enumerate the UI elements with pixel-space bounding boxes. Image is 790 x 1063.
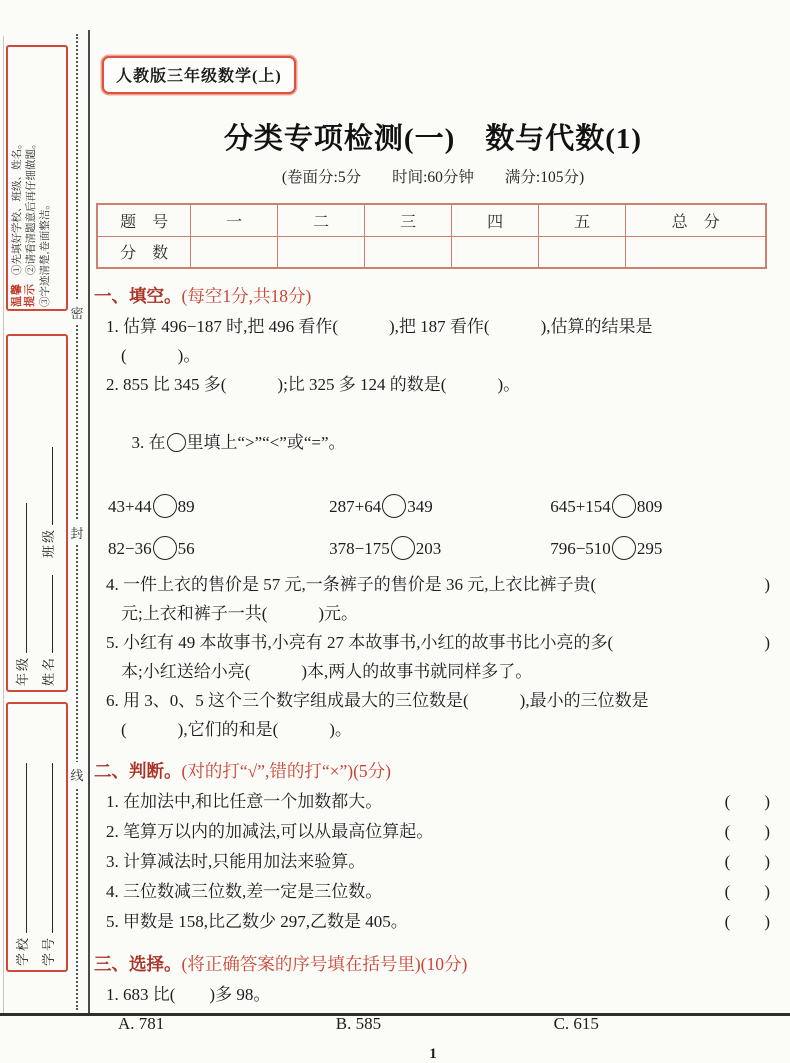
name-fill-line (40, 575, 53, 653)
question-1-line-1: 1. 估算 496−187 时,把 496 看作( ),把 187 看作( ),估算的结果是 (106, 317, 653, 336)
fill-circle-icon (167, 433, 186, 452)
judgment-item-1: 1. 在加法中,和比任意一个加数都大。 ( ) (106, 787, 772, 817)
answer-bracket: ( ) (724, 882, 770, 901)
page-title: 分类专项检测(一) 数与代数(1) (223, 123, 643, 155)
grade-label: 年级 (15, 655, 30, 686)
comparison-circle-icon (153, 494, 177, 518)
choice-question-1-text: 1. 683 比( )多 98。 (106, 985, 271, 1004)
score-table-header-row (97, 204, 766, 236)
question-6 (106, 686, 772, 744)
tip-item: ③字迹清楚,卷面整洁。 (39, 199, 51, 307)
answer-bracket: ( ) (724, 912, 770, 931)
comparison-item: 378−175 203 (329, 528, 550, 570)
comparison-item: 645+154 809 (550, 486, 771, 528)
question-6-line-2: ( ),它们的和是( )。 (121, 720, 352, 739)
comparison-item: 796−510 295 (550, 528, 771, 570)
student-id-fill-line (40, 763, 53, 933)
school-fields-box (6, 702, 68, 972)
edition-badge: 人教版三年级数学(上) (102, 56, 296, 94)
question-5-line-2: 本;小红送给小亮( )本,两人的故事书就同样多了。 (121, 662, 533, 681)
section-3-title: 三、选择。 (94, 954, 182, 974)
comparison-row (108, 486, 772, 528)
score-empty-cell (191, 236, 278, 268)
page-number: 1 (429, 1046, 437, 1062)
section-3-heading (94, 952, 772, 976)
judgment-item-4: 4. 三位数减三位数,差一定是三位数。 ( ) (106, 877, 772, 907)
judgment-item-3: 3. 计算减法时,只能用加法来验算。 ( ) (106, 847, 772, 877)
score-header-cell: 题 号 (97, 204, 191, 236)
answer-bracket: ( ) (724, 852, 770, 871)
judgment-item-5: 5. 甲数是 158,比乙数少 297,乙数是 405。 ( ) (106, 907, 772, 937)
question-4 (106, 570, 772, 628)
score-header-cell: 三 (365, 204, 452, 236)
option-c: C. 615 (553, 1014, 599, 1033)
score-empty-cell (539, 236, 626, 268)
section-3-note: (将正确答案的序号填在括号里)(10分) (181, 954, 468, 974)
question-6-line-1: 6. 用 3、0、5 这个三个数字组成最大的三位数是( ),最小的三位数是 (106, 691, 649, 710)
comparison-circle-icon (382, 494, 406, 518)
score-empty-cell (626, 236, 767, 268)
seal-char-mi: 密 (69, 300, 85, 325)
school-label: 学校 (15, 935, 30, 966)
section-2-title: 二、判断。 (94, 761, 182, 781)
section-1-heading (94, 284, 772, 308)
score-table (96, 203, 767, 269)
score-header-cell: 二 (278, 204, 365, 236)
question-1 (106, 312, 772, 370)
choice-options (118, 1009, 772, 1038)
question-5-right-bracket: ) (764, 633, 770, 652)
question-3-suffix: 里填上“>”“<”或“=”。 (186, 433, 346, 452)
score-header-cell: 四 (452, 204, 539, 236)
score-empty-cell (452, 236, 539, 268)
score-header-cell: 总 分 (626, 204, 767, 236)
comparison-circle-icon (612, 536, 636, 560)
seal-char-feng: 封 (69, 520, 85, 545)
choice-question-1 (106, 980, 772, 1009)
seal-char-xian: 线 (69, 762, 85, 787)
tips-label: 温馨提示 (11, 283, 36, 307)
student-id-label: 学号 (41, 935, 56, 966)
section-1-note: (每空1分,共18分) (181, 286, 312, 306)
score-header-cell: 一 (191, 204, 278, 236)
comparison-item: 287+64 349 (329, 486, 550, 528)
score-header-cell: 五 (539, 204, 626, 236)
exam-page (90, 0, 790, 1063)
tip-item: ②请看清题意后再仔细做题。 (25, 138, 37, 275)
section-1-title: 一、填空。 (94, 286, 182, 306)
comparison-item: 43+44 89 (108, 486, 329, 528)
section-2-note: (对的打“√”,错的打“×”)(5分) (181, 761, 391, 781)
question-4-line-1: 4. 一件上衣的售价是 57 元,一条裤子的售价是 36 元,上衣比裤子贵( (106, 575, 597, 594)
question-5-line-1: 5. 小红有 49 本故事书,小亮有 27 本故事书,小红的故事书比小亮的多( (106, 633, 614, 652)
question-4-line-2: 元;上衣和裤子一共( )元。 (121, 604, 359, 623)
question-2-line-1: 2. 855 比 345 多( );比 325 多 124 的数是( )。 (106, 375, 521, 394)
section-2-heading (94, 759, 772, 783)
question-1-line-2: ( )。 (121, 346, 201, 365)
score-row-label: 分 数 (97, 236, 191, 268)
comparison-item: 82−36 56 (108, 528, 329, 570)
name-label: 姓名 (41, 655, 56, 686)
school-fill-line (14, 763, 27, 933)
question-3-prefix: 3. 在 (131, 433, 166, 452)
student-fields-box (6, 334, 68, 692)
option-a: A. 781 (118, 1014, 165, 1033)
question-5 (106, 628, 772, 686)
answer-bracket: ( ) (724, 822, 770, 841)
question-2 (106, 370, 772, 399)
tip-item: ①先填好学校、班级、姓名。 (11, 138, 23, 275)
score-empty-cell (365, 236, 452, 268)
option-b: B. 585 (335, 1014, 382, 1033)
question-4-right-bracket: ) (764, 575, 770, 594)
answer-bracket: ( ) (724, 792, 770, 811)
grade-fill-line (14, 503, 27, 653)
tips-box (6, 45, 68, 311)
score-table-score-row (97, 236, 766, 268)
seal-margin (0, 0, 88, 1044)
question-3 (106, 399, 772, 486)
judgment-item-2: 2. 笔算万以内的加减法,可以从最高位算起。 ( ) (106, 817, 772, 847)
comparison-grid (108, 486, 772, 570)
exam-meta: (卷面分:5分 时间:60分钟 满分:105分) (281, 169, 585, 186)
class-fill-line (40, 447, 53, 525)
comparison-row (108, 528, 772, 570)
class-label: 班级 (41, 527, 56, 558)
comparison-circle-icon (153, 536, 177, 560)
comparison-circle-icon (391, 536, 415, 560)
score-empty-cell (278, 236, 365, 268)
comparison-circle-icon (612, 494, 636, 518)
